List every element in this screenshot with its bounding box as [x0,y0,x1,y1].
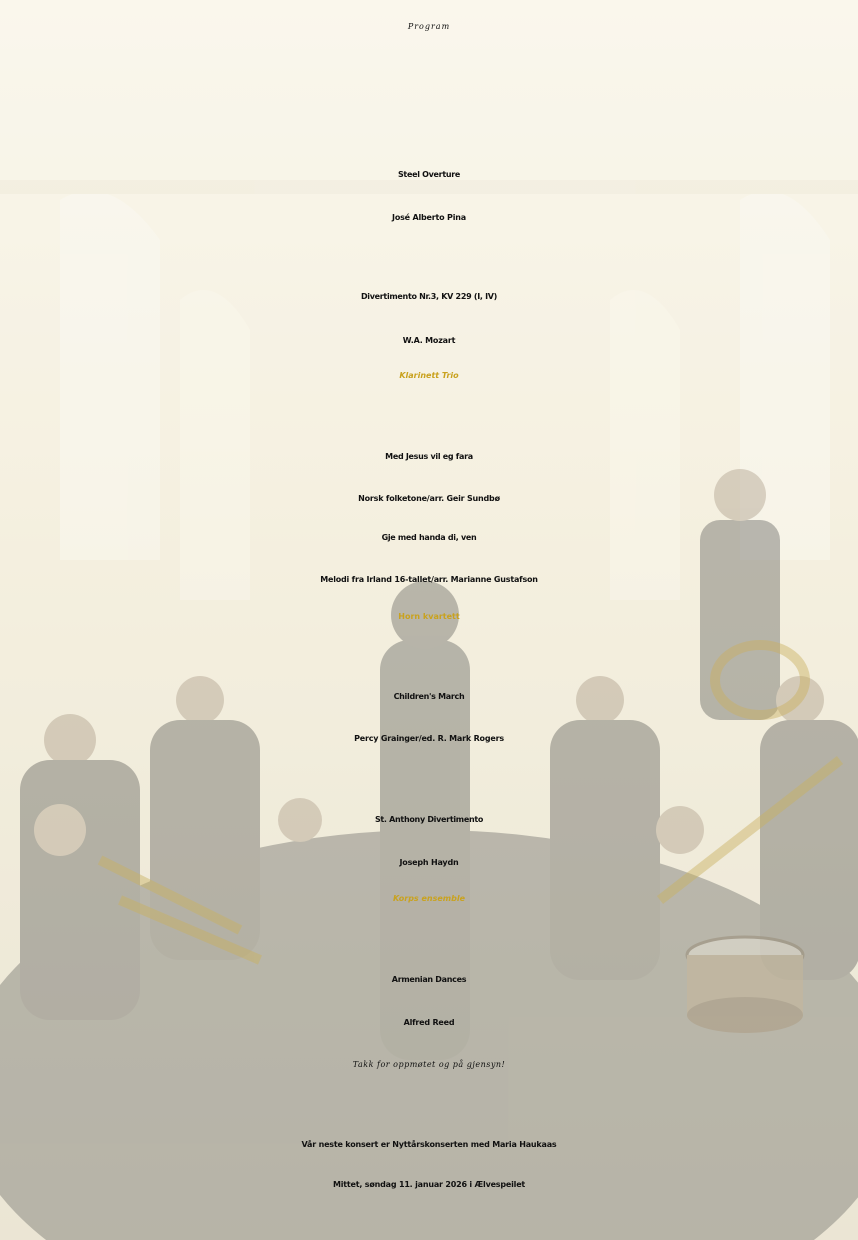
next-concert-line-1: Vår neste konsert er Nyttårskonserten med Maria Haukaas [301,1140,557,1149]
composer-steel-overture: José Alberto Pina [392,213,466,222]
ensemble-divertimento: Klarinett Trio [399,371,459,380]
piece-title-divertimento: Divertimento Nr.3, KV 229 (I, IV) [360,292,498,301]
composer-gje-med-handa: Melodi fra Irland 16-tallet/arr. Marianne Gustafson [320,575,538,584]
composer-armenian-dances: Alfred Reed [403,1018,455,1027]
composer-med-jesus: Norsk folketone/arr. Geir Sundbø [358,494,500,503]
thanks-message: Takk for oppmøtet og på gjensyn! [352,1060,506,1069]
piece-title-steel-overture: Steel Overture [397,170,461,179]
ensemble-gje-med-handa: Horn kvartett [398,612,460,621]
composer-st-anthony: Joseph Haydn [399,858,459,867]
piece-title-armenian-dances: Armenian Dances [391,975,467,984]
composer-divertimento: W.A. Mozart [402,336,456,345]
piece-title-med-jesus: Med Jesus vil eg fara [385,452,473,461]
page-title: Program [407,22,451,31]
piece-title-gje-med-handa: Gje med handa di, ven [381,533,477,542]
piece-title-childrens-march: Children's March [393,692,465,701]
piece-title-st-anthony: St. Anthony Divertimento [374,815,484,824]
composer-childrens-march: Percy Grainger/ed. R. Mark Rogers [354,734,504,743]
ensemble-st-anthony: Korps ensemble [392,894,465,903]
next-concert-line-2: Mittet, søndag 11. januar 2026 i Ælvespeilet [332,1180,526,1189]
